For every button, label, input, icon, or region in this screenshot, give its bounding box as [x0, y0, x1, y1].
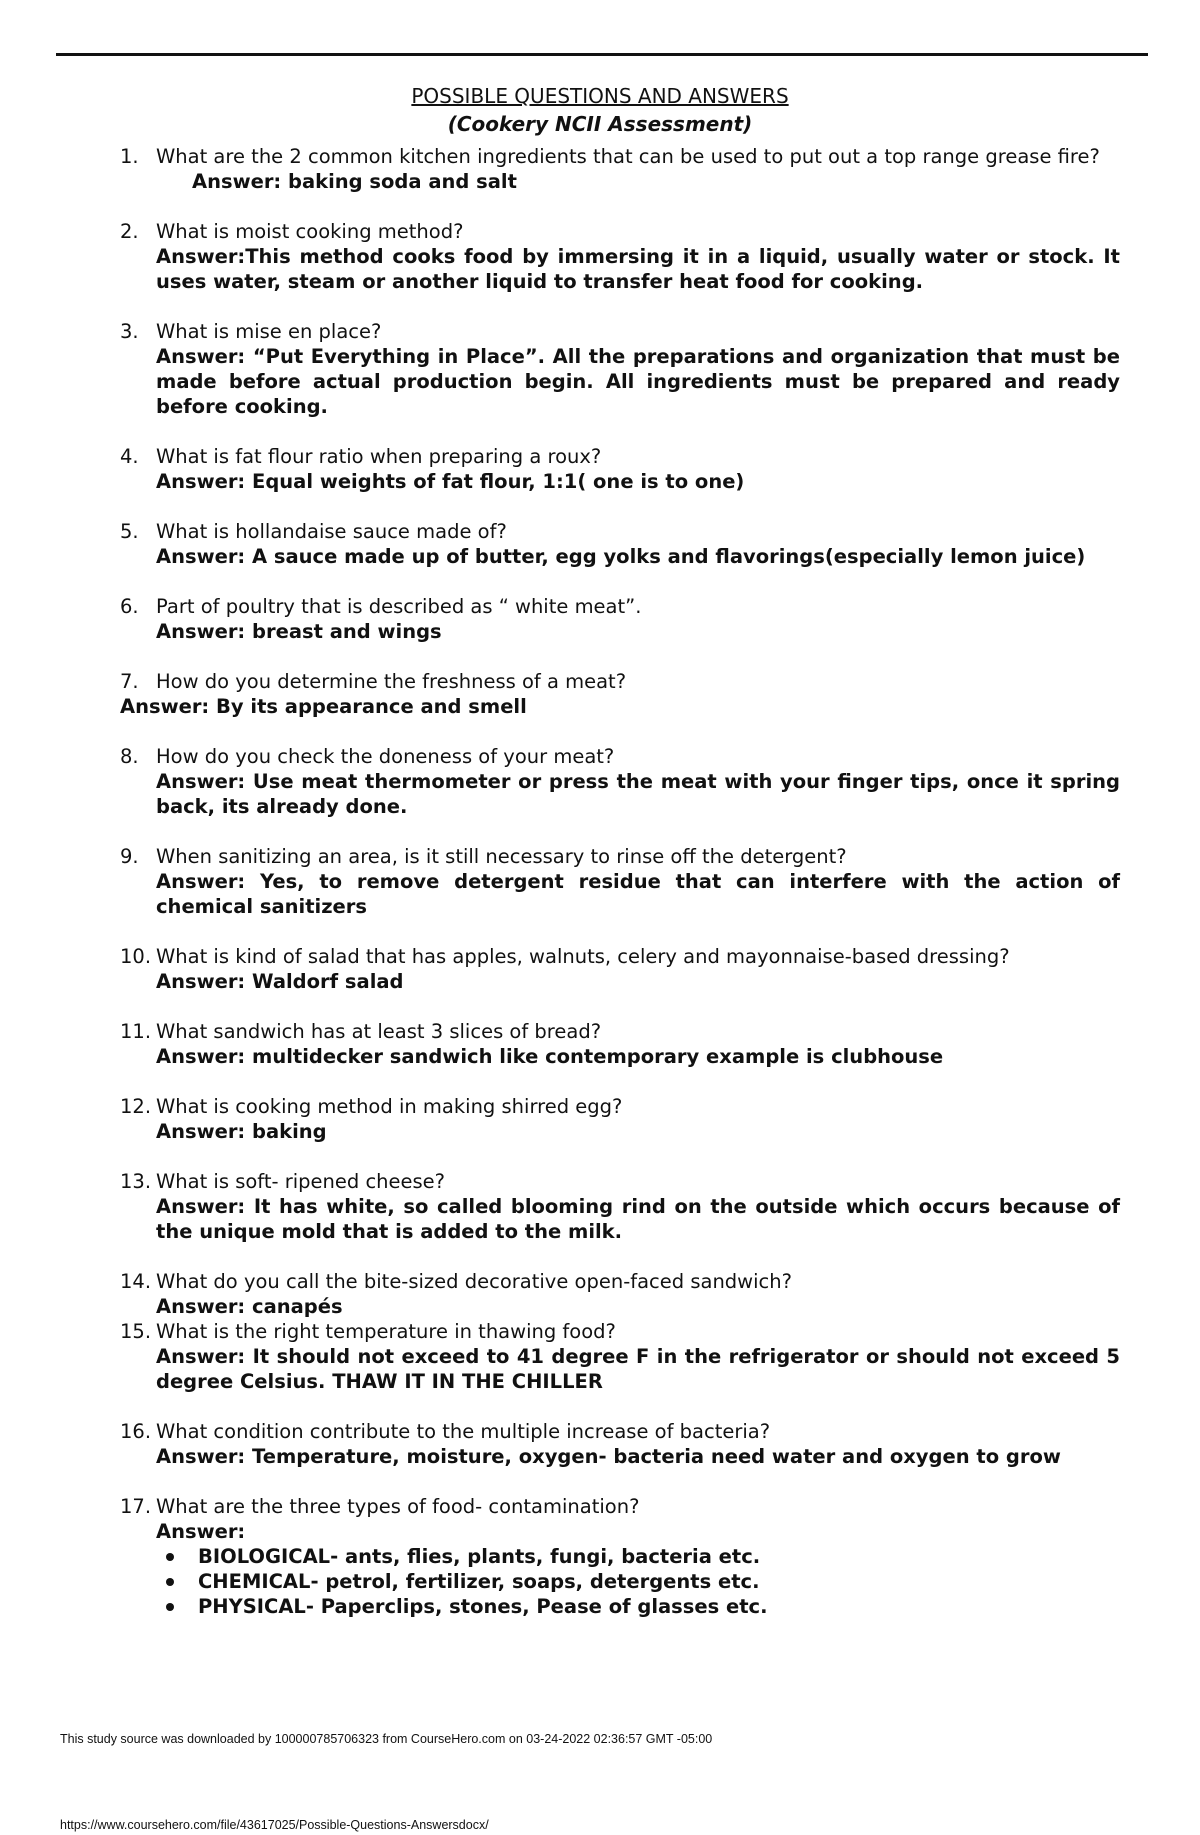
- top-rule: [56, 53, 1148, 56]
- question-text: What condition contribute to the multiple increase of bacteria?: [156, 1420, 771, 1443]
- question-text: What sandwich has at least 3 slices of bread?: [156, 1020, 602, 1043]
- qa-item-16: [120, 1419, 1120, 1469]
- qa-item-3: [120, 319, 1120, 419]
- qa-item-13: [120, 1169, 1120, 1244]
- answer-text: Answer: Waldorf salad: [156, 970, 404, 993]
- question-number: 5.: [120, 520, 139, 543]
- page-subtitle: (Cookery NCII Assessment): [447, 112, 753, 136]
- answer-text: Answer: “Put Everything in Place”. All the preparations and organization that must be made before actual production begin. All ingredients must be prepared and ready before cooking.: [156, 345, 1120, 418]
- question-text: What is soft- ripened cheese?: [156, 1170, 446, 1193]
- question-text: Part of poultry that is described as “ white meat”.: [156, 595, 642, 618]
- list-item: BIOLOGICAL- ants, flies, plants, fungi, bacteria etc.: [156, 1544, 1120, 1569]
- answer-text: Answer: canapés: [156, 1295, 343, 1318]
- answer-text: Answer:This method cooks food by immersing it in a liquid, usually water or stock. It uses water, steam or another liquid to transfer heat food for cooking.: [156, 245, 1120, 293]
- answer-text: Answer: Yes, to remove detergent residue that can interfere with the action of chemical sanitizers: [156, 870, 1120, 918]
- question-number: 15.: [120, 1320, 152, 1343]
- answer-text: Answer: By its appearance and smell: [120, 695, 527, 718]
- question-number: 17.: [120, 1495, 152, 1518]
- qa-item-4: [120, 444, 1120, 494]
- question-text: What is hollandaise sauce made of?: [156, 520, 507, 543]
- question-text: How do you check the doneness of your meat?: [156, 745, 615, 768]
- qa-item-1: [120, 144, 1120, 194]
- qa-item-11: [120, 1019, 1120, 1069]
- question-text: How do you determine the freshness of a meat?: [156, 670, 627, 693]
- qa-item-2: [120, 219, 1120, 294]
- question-number: 2.: [120, 220, 139, 243]
- question-text: What is fat flour ratio when preparing a roux?: [156, 445, 602, 468]
- qa-list: [120, 144, 1120, 1619]
- question-text: When sanitizing an area, is it still necessary to rinse off the detergent?: [156, 845, 847, 868]
- qa-item-10: [120, 944, 1120, 994]
- question-number: 11.: [120, 1020, 152, 1043]
- qa-item-15: [120, 1319, 1120, 1394]
- question-text: What is moist cooking method?: [156, 220, 464, 243]
- question-number: 3.: [120, 320, 139, 343]
- qa-item-9: [120, 844, 1120, 919]
- question-number: 12.: [120, 1095, 152, 1118]
- contamination-list: [156, 1544, 1120, 1619]
- qa-item-14: [120, 1269, 1120, 1319]
- question-text: What do you call the bite-sized decorative open-faced sandwich?: [156, 1270, 792, 1293]
- source-url[interactable]: https://www.coursehero.com/file/43617025/Possible-Questions-Answersdocx/: [60, 1818, 489, 1832]
- answer-text: Answer: multidecker sandwich like contemporary example is clubhouse: [156, 1045, 944, 1068]
- answer-text: Answer: baking soda and salt: [192, 170, 517, 193]
- question-text: What is cooking method in making shirred egg?: [156, 1095, 623, 1118]
- question-text: What is the right temperature in thawing food?: [156, 1320, 616, 1343]
- question-number: 14.: [120, 1270, 152, 1293]
- question-number: 8.: [120, 745, 139, 768]
- question-number: 4.: [120, 445, 139, 468]
- question-number: 16.: [120, 1420, 152, 1443]
- question-text: What is kind of salad that has apples, walnuts, celery and mayonnaise-based dressing?: [156, 945, 1010, 968]
- answer-text: Answer:: [156, 1520, 246, 1543]
- answer-text: Answer: baking: [156, 1120, 327, 1143]
- list-item: CHEMICAL- petrol, fertilizer, soaps, detergents etc.: [156, 1569, 1120, 1594]
- qa-item-5: [120, 519, 1120, 569]
- answer-text: Answer: Temperature, moisture, oxygen- bacteria need water and oxygen to grow: [156, 1445, 1061, 1468]
- question-text: What are the 2 common kitchen ingredients that can be used to put out a top range grease fire?: [156, 145, 1100, 168]
- question-number: 6.: [120, 595, 139, 618]
- qa-item-12: [120, 1094, 1120, 1144]
- question-text: What are the three types of food- contamination?: [156, 1495, 640, 1518]
- question-number: 9.: [120, 845, 139, 868]
- qa-item-8: [120, 744, 1120, 819]
- question-number: 7.: [120, 670, 139, 693]
- download-notice: This study source was downloaded by 100000785706323 from CourseHero.com on 03-24-2022 02:36:57 GMT -05:00: [60, 1732, 713, 1746]
- question-number: 13.: [120, 1170, 152, 1193]
- question-number: 1.: [120, 145, 139, 168]
- answer-text: Answer: It has white, so called blooming rind on the outside which occurs because of the unique mold that is added to the milk.: [156, 1195, 1120, 1243]
- question-text: What is mise en place?: [156, 320, 382, 343]
- page-title: POSSIBLE QUESTIONS AND ANSWERS: [411, 84, 789, 108]
- answer-text: Answer: Equal weights of fat flour, 1:1( one is to one): [156, 470, 745, 493]
- qa-item-17: [120, 1494, 1120, 1619]
- answer-text: Answer: It should not exceed to 41 degree F in the refrigerator or should not exceed 5 degree Celsius. THAW IT IN THE CHILLER: [156, 1345, 1120, 1393]
- answer-text: Answer: breast and wings: [156, 620, 442, 643]
- answer-text: Answer: A sauce made up of butter, egg yolks and flavorings(especially lemon juice): [156, 545, 1086, 568]
- qa-item-7: [120, 669, 1120, 719]
- qa-item-6: [120, 594, 1120, 644]
- question-number: 10.: [120, 945, 152, 968]
- list-item: PHYSICAL- Paperclips, stones, Pease of glasses etc.: [156, 1594, 1120, 1619]
- title-block: [0, 82, 1200, 138]
- answer-text: Answer: Use meat thermometer or press the meat with your finger tips, once it spring back, its already done.: [156, 770, 1120, 818]
